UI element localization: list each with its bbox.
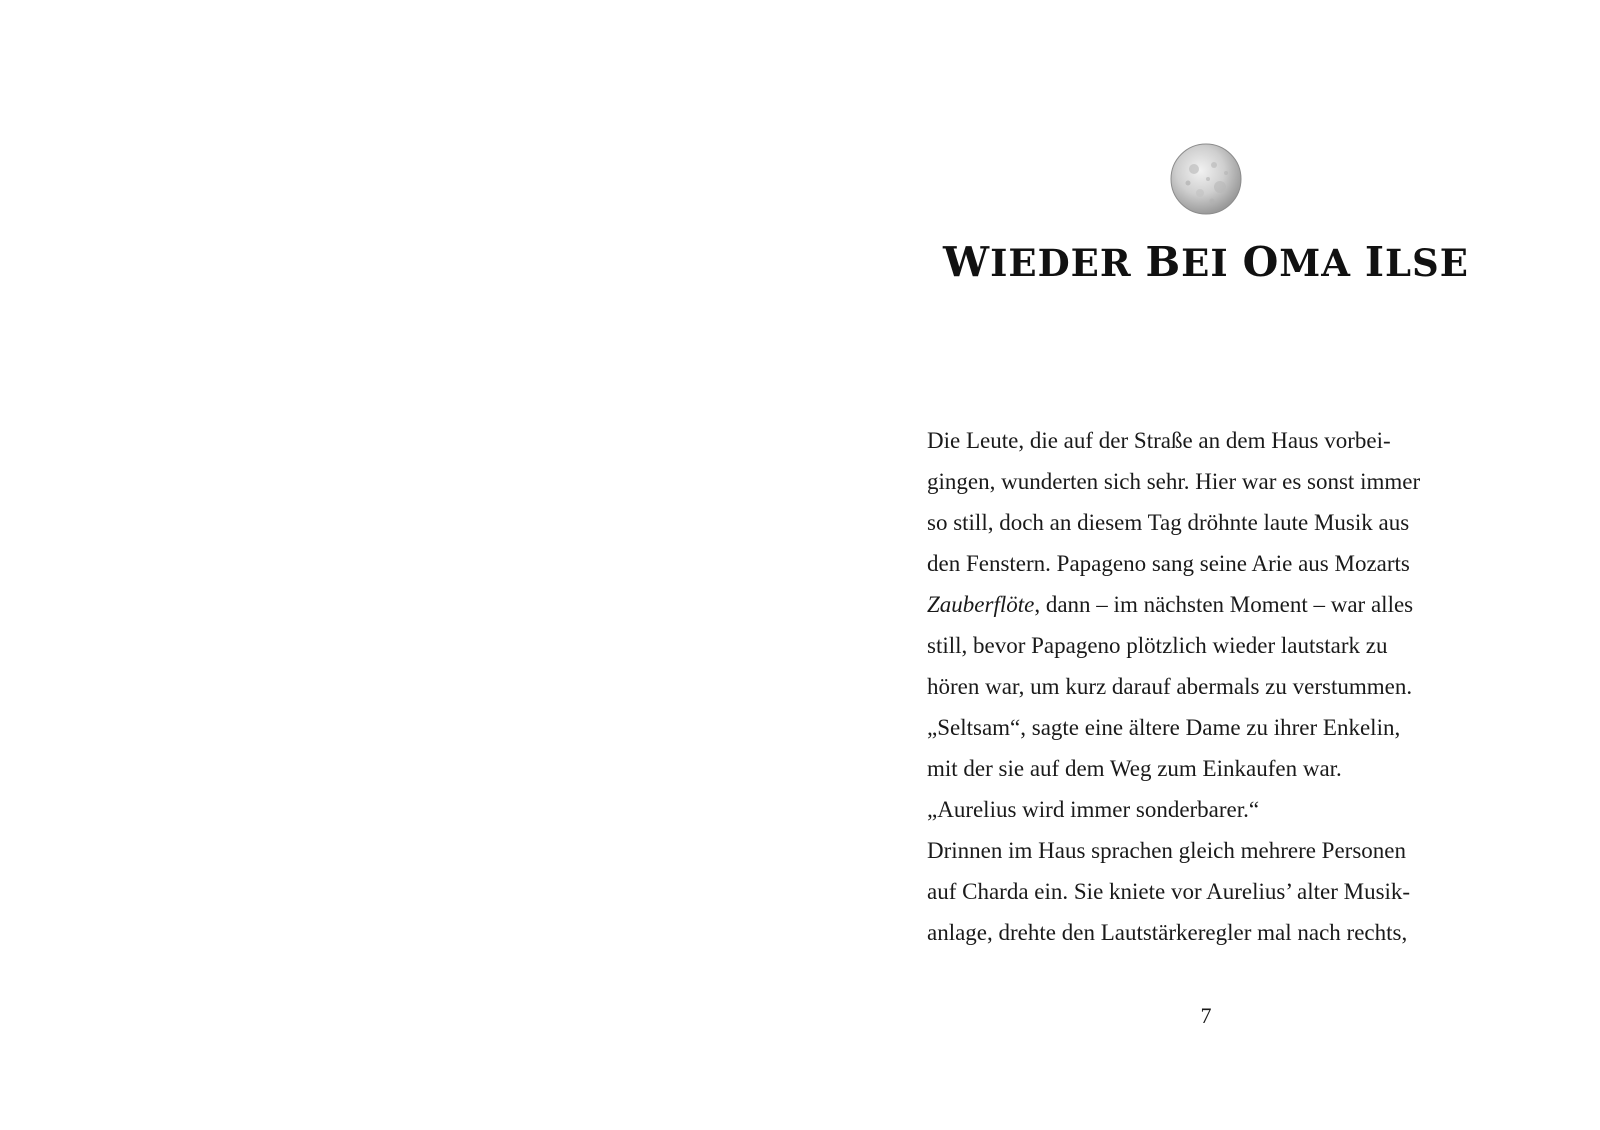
page-number: 7: [1200, 1003, 1212, 1028]
text-line: still, bevor Papageno plötzlich wieder lautstark zu: [927, 633, 1388, 658]
right-page: [800, 0, 1600, 1130]
text-line: den Fenstern. Papageno sang seine Arie aus Mozarts: [927, 551, 1410, 576]
italic-title: Zauberflöte: [927, 592, 1035, 617]
text-line: gingen, wunderten sich sehr. Hier war es sonst immer: [927, 469, 1421, 494]
text-line: hören war, um kurz darauf abermals zu verstummen.: [927, 674, 1413, 699]
moon-icon: [1170, 143, 1242, 215]
text-line: auf Charda ein. Sie kniete vor Aurelius’ alter Musik-: [927, 879, 1411, 904]
text-line: „Seltsam“, sagte eine ältere Dame zu ihrer Enkelin,: [927, 715, 1401, 740]
text-line: Drinnen im Haus sprachen gleich mehrere Personen: [927, 838, 1407, 863]
body-text: [927, 420, 1487, 953]
text-line: „Aurelius wird immer sonderbarer.“: [927, 797, 1260, 822]
text-line: so still, doch an diesem Tag dröhnte laute Musik aus: [927, 510, 1410, 535]
text-line: mit der sie auf dem Weg zum Einkaufen war.: [927, 756, 1342, 781]
text-line: Zauberflöte, dann – im nächsten Moment – war alles: [927, 592, 1414, 617]
chapter-title: WIEDER BEI OMA ILSE: [943, 238, 1469, 286]
text-line: anlage, drehte den Lautstärkeregler mal nach rechts,: [927, 920, 1408, 945]
text-line: Die Leute, die auf der Straße an dem Haus vorbei-: [927, 428, 1391, 453]
